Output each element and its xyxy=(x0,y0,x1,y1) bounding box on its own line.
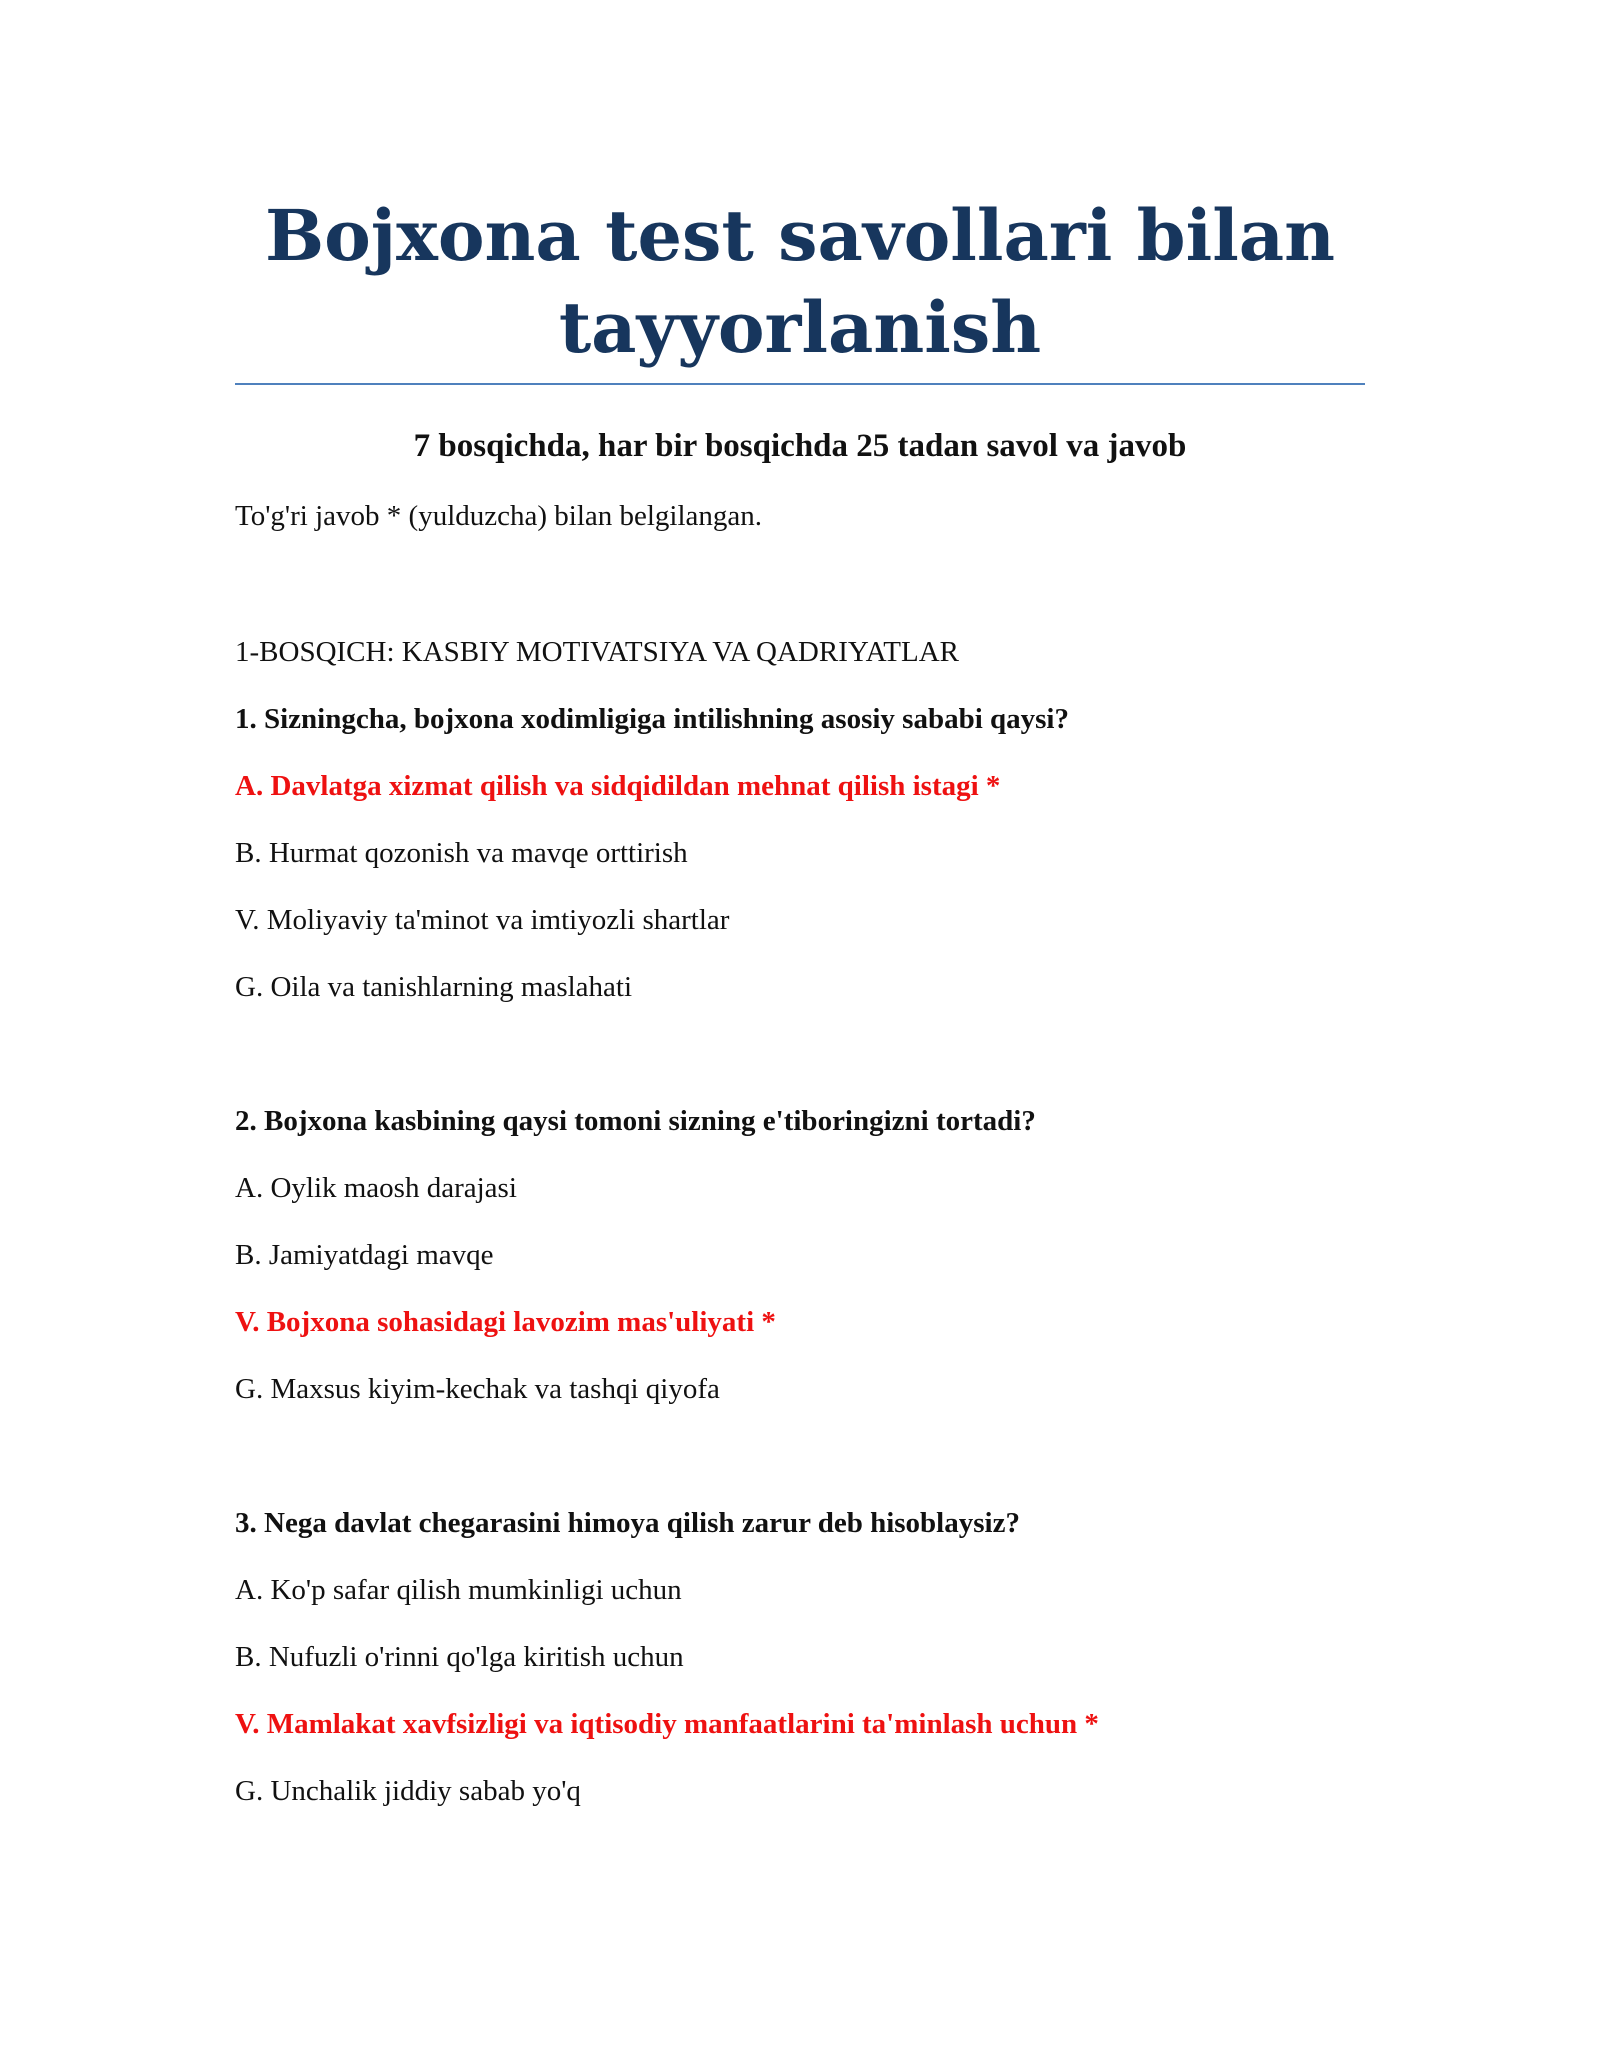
question-3-option-v: V. Mamlakat xavfsizligi va iqtisodiy manfaatlarini ta'minlash uchun * xyxy=(235,1708,1099,1740)
answer-note: To'g'ri javob * (yulduzcha) bilan belgilangan. xyxy=(235,500,763,532)
page-title xyxy=(235,190,1365,374)
question-2-option-a: A. Oylik maosh darajasi xyxy=(235,1172,517,1204)
question-1-option-g: G. Oila va tanishlarning maslahati xyxy=(235,971,633,1003)
title-divider xyxy=(235,383,1365,385)
question-2-option-g: G. Maxsus kiyim-kechak va tashqi qiyofa xyxy=(235,1373,720,1405)
title-line-1: Bojxona test savollari bilan xyxy=(264,194,1336,277)
question-1-option-v: V. Moliyaviy ta'minot va imtiyozli shartlar xyxy=(235,904,730,936)
question-2-option-v: V. Bojxona sohasidagi lavozim mas'uliyati * xyxy=(235,1306,776,1338)
question-3-option-a: A. Ko'p safar qilish mumkinligi uchun xyxy=(235,1574,682,1606)
subtitle: 7 bosqichda, har bir bosqichda 25 tadan savol va javob xyxy=(413,428,1187,464)
question-2-option-b: B. Jamiyatdagi mavqe xyxy=(235,1239,494,1271)
question-3: 3. Nega davlat chegarasini himoya qilish zarur deb hisoblaysiz? xyxy=(235,1507,1020,1539)
question-1-option-a: A. Davlatga xizmat qilish va sidqidildan mehnat qilish istagi * xyxy=(235,770,1001,802)
question-3-option-g: G. Unchalik jiddiy sabab yo'q xyxy=(235,1775,581,1807)
question-3-option-b: B. Nufuzli o'rinni qo'lga kiritish uchun xyxy=(235,1641,684,1673)
title-line-2: tayyorlanish xyxy=(558,286,1042,369)
question-2: 2. Bojxona kasbining qaysi tomoni sizning e'tiboringizni tortadi? xyxy=(235,1105,1036,1137)
question-1-option-b: B. Hurmat qozonish va mavqe orttirish xyxy=(235,837,688,869)
question-1: 1. Sizningcha, bojxona xodimligiga intilishning asosiy sababi qaysi? xyxy=(235,703,1069,735)
section-title: 1-BOSQICH: KASBIY MOTIVATSIYA VA QADRIYATLAR xyxy=(235,636,960,668)
